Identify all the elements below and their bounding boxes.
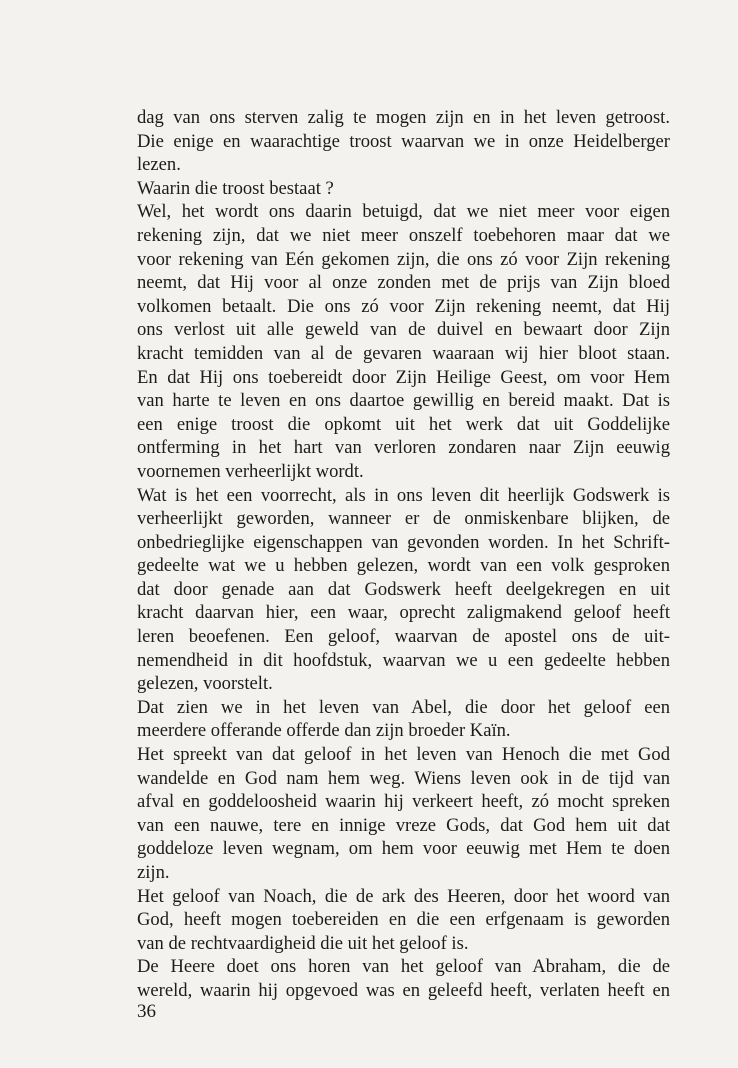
text-line: Wel, het wordt ons daarin betuigd, dat we niet meer voor eigen: [137, 201, 670, 223]
text-line: gedeelte wat we u hebben gelezen, wordt van een volk gesproken: [137, 555, 670, 577]
text-line: dag van ons sterven zalig te mogen zijn en in het leven getroost.: [137, 107, 670, 128]
paragraph: [137, 484, 670, 696]
text-line: De Heere doet ons horen van het geloof van Abraham, die de: [137, 956, 670, 978]
text-line: God, heeft mogen toebereiden en die een erfgenaam is geworden: [137, 909, 670, 931]
text-line: ons verlost uit alle geweld van de duivel en bewaart door Zijn: [137, 319, 670, 341]
text-line: ontferming in het hart van verloren zondaren naar Zijn eeuwig: [137, 437, 670, 459]
page-body: [137, 106, 670, 1003]
text-line: verheerlijkt geworden, wanneer er de onmiskenbare blijken, de: [137, 508, 670, 530]
text-line: kracht daarvan hier, een waar, oprecht zaligmakend geloof heeft: [137, 602, 670, 624]
text-line: een enige troost die opkomt uit het werk dat uit Goddelijke: [137, 413, 670, 435]
page-number: 36: [137, 1001, 156, 1022]
text-line: lezen.: [137, 154, 181, 176]
text-line: leren beoefenen. Een geloof, waarvan de apostel ons de uit-: [137, 626, 670, 648]
text-line: Waarin die troost bestaat ?: [137, 177, 334, 199]
text-line: goddeloze leven wegnam, om hem voor eeuwig met Hem te doen: [137, 838, 670, 860]
text-line: gelezen, voorstelt.: [137, 673, 273, 695]
text-line: Die enige en waarachtige troost waarvan we in onze Heidelberger: [137, 130, 670, 152]
paragraph: [137, 106, 670, 177]
text-line: van de rechtvaardigheid die uit het geloof is.: [137, 932, 469, 954]
text-line: van harte te leven en ons daartoe gewillig en bereid maakt. Dat is: [137, 390, 670, 412]
paragraph: [137, 696, 670, 743]
text-line: wandelde en God nam hem weg. Wiens leven ook in de tijd van: [137, 767, 670, 789]
text-line: voor rekening van Eén gekomen zijn, die ons zó voor Zijn rekening: [137, 248, 670, 270]
text-line: Het geloof van Noach, die de ark des Heeren, door het woord van: [137, 885, 670, 907]
text-line: Dat zien we in het leven van Abel, die door het geloof een: [137, 696, 670, 718]
text-line: wereld, waarin hij opgevoed was en geleefd heeft, verlaten heeft en: [137, 979, 670, 1001]
paragraph: [137, 743, 670, 885]
text-line: En dat Hij ons toebereidt door Zijn Heilige Geest, om voor Hem: [137, 366, 670, 388]
text-line: rekening zijn, dat we niet meer onszelf toebehoren maar dat we: [137, 224, 670, 246]
text-line: neemt, dat Hij voor al onze zonden met de prijs van Zijn bloed: [137, 272, 670, 294]
text-line: Het spreekt van dat geloof in het leven van Henoch die met God: [137, 744, 670, 766]
text-line: onbedrieglijke eigenschappen van gevonden worden. In het Schrift-: [137, 531, 670, 553]
text-line: kracht temidden van al de gevaren waaraan wij hier bloot staan.: [137, 342, 670, 364]
paragraph: [137, 955, 670, 1002]
paragraph: [137, 885, 670, 956]
text-line: nemendheid in dit hoofdstuk, waarvan we u een gedeelte hebben: [137, 649, 670, 671]
text-line: zijn.: [137, 862, 170, 883]
text-line: voornemen verheerlijkt wordt.: [137, 460, 364, 482]
text-line: volkomen betaalt. Die ons zó voor Zijn rekening neemt, dat Hij: [137, 295, 670, 317]
text-line: dat door genade aan dat Godswerk heeft deelgekregen en uit: [137, 578, 670, 600]
text-line: van een nauwe, tere en innige vreze Gods, dat God hem uit dat: [137, 814, 670, 836]
text-line: meerdere offerande offerde dan zijn broeder Kaïn.: [137, 720, 511, 742]
text-line: afval en goddeloosheid waarin hij verkeert heeft, zó mocht spreken: [137, 791, 670, 813]
paragraph: [137, 200, 670, 483]
paragraph: [137, 177, 670, 201]
text-line: Wat is het een voorrecht, als in ons leven dit heerlijk Godswerk is: [137, 484, 670, 506]
